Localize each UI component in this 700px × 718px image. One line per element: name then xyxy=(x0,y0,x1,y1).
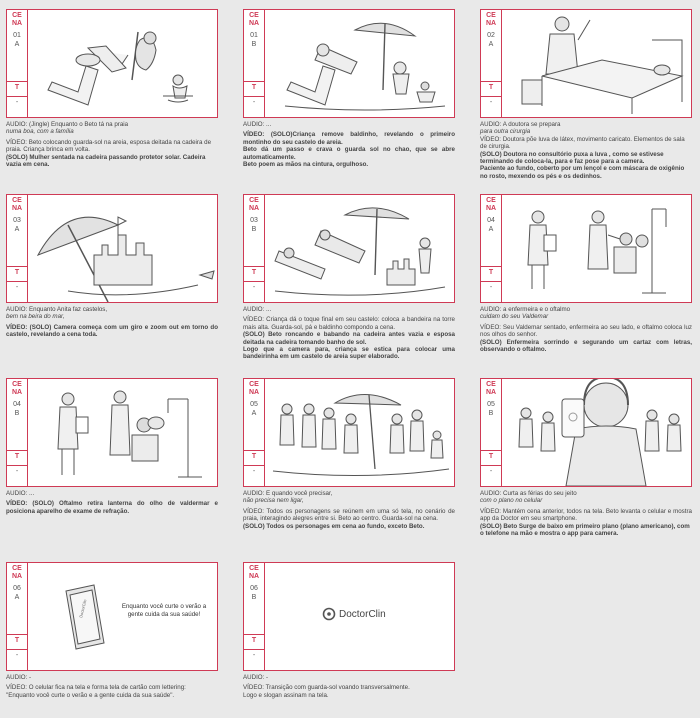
storyboard-frame xyxy=(480,194,692,303)
scene-panel-01b xyxy=(243,9,455,168)
scene-panel-01a xyxy=(6,9,218,168)
solo-line: (SOLO) Enfermeira sorrindo e segurando um cartaz com letras, observando o oftalmo. xyxy=(480,338,692,354)
doctorclin-logo xyxy=(322,607,386,621)
audio-line: AUDIO: Curta as férias do seu jeito xyxy=(480,490,577,497)
scene-letter: A xyxy=(14,226,20,233)
audio-line-2: cuidam do seu Valdemar xyxy=(480,313,549,321)
audio-line: AUDIO: (Jingle) Enquanto o Beto tá na praia xyxy=(6,121,129,128)
scene-letter: A xyxy=(488,41,494,48)
video-text: VÍDEO: (SOLO) Camera começa com um giro e zoom out em torno do castelo, revelando a cena toda. xyxy=(6,323,218,339)
scene-panel-05b xyxy=(480,378,692,537)
audio-line-2: com o plano no celular xyxy=(480,497,543,505)
audio-line: AUDIO: a enfermeira e o oftalmo xyxy=(480,306,571,313)
video-line-2: "Enquanto você curte o verão e a gente cuida da sua saúde". xyxy=(6,691,175,699)
time-label: T xyxy=(14,453,20,460)
scene-letter: B xyxy=(251,594,257,601)
time-label: T xyxy=(488,453,494,460)
doctorclin-logo-icon xyxy=(322,607,336,621)
scene-panel-04a xyxy=(480,194,692,353)
audio-line: AUDIO: A doutora se prepara xyxy=(480,121,561,128)
scene-letter: A xyxy=(488,226,494,233)
time-value: - xyxy=(15,284,19,291)
time-value: - xyxy=(489,99,493,106)
scene-panel-04b xyxy=(6,378,218,515)
cena-label: CE NA xyxy=(11,12,23,27)
video-line xyxy=(6,324,218,339)
cena-label: CE NA xyxy=(248,197,260,212)
time-value: - xyxy=(489,468,493,475)
audio-line-2: não precisa nem ligar, xyxy=(243,497,304,505)
scene-panel-03b xyxy=(243,194,455,361)
solo-line: (SOLO) Todos os personages em cena ao fundo, exceto Beto. xyxy=(243,522,425,530)
audio-line-2: numa boa, com a família xyxy=(6,128,74,136)
family-beach-sketch-illustration xyxy=(265,195,455,302)
scene-label-strip xyxy=(7,10,28,117)
cena-label: CE NA xyxy=(11,381,23,396)
cena-label: CE NA xyxy=(485,12,497,27)
audio-line: AUDIO: - xyxy=(6,674,32,681)
scene-panel-02a xyxy=(480,9,692,180)
video-line: VÍDEO: Criança dá o toque final em seu castelo: coloca a bandeira na torre mais alta. Guarda-sol, pá e baldinho compondo a cena. xyxy=(243,316,455,331)
storyboard-frame xyxy=(480,9,692,118)
cena-label: CE NA xyxy=(485,381,497,396)
scene-label-strip xyxy=(481,195,502,302)
time-label: T xyxy=(14,84,20,91)
audio-line: AUDIO: E quando você precisar, xyxy=(243,490,333,497)
video-line: VÍDEO: (SOLO) Oftalmo retira lanterna do olho de valdermar e posiciona aparelho de exame de refração. xyxy=(6,500,218,515)
cena-label: CE NA xyxy=(485,197,497,212)
time-label: T xyxy=(251,637,257,644)
audio-line: AUDIO: ... xyxy=(243,121,272,128)
video-line: VÍDEO: Todos os personagens se reúnem em uma só tela, no cenário de praia, interagindo alegres entre si. Beto ao centro. Guarda-sol na cena. xyxy=(243,507,455,523)
scene-letter: B xyxy=(488,410,494,417)
action-line-1: Logo que a camera para, criança se estica para colocar uma bandeirinha em um castelo de areia super elaborado. xyxy=(243,346,455,361)
video-line: VÍDEO: (SOLO)Criança remove baldinho, revelando o primeiro montinho do seu castelo de areia. xyxy=(243,131,455,146)
solo-line: (SOLO) Mulher sentada na cadeira passando protetor solar. Cadeira vazia em cena. xyxy=(6,153,206,169)
storyboard-frame xyxy=(243,9,455,118)
video-line: VÍDEO: Doutora põe luva de látex, movimento caricato. Elementos de sala de cirurgia. xyxy=(480,135,685,151)
scene-label-strip xyxy=(7,563,28,670)
audio-line: AUDIO: Enquanto Anita faz castelos, xyxy=(6,306,108,313)
beach-umbrella-sketch-illustration xyxy=(265,10,455,117)
cena-label: CE NA xyxy=(248,12,260,27)
time-label: T xyxy=(251,453,257,460)
video-line: VÍDEO: O celular fica na tela e forma tela de cartão com lettering: xyxy=(6,684,186,692)
eye-exam-sketch-illustration xyxy=(502,195,692,302)
storyboard-frame xyxy=(6,378,218,487)
time-value: - xyxy=(489,284,493,291)
time-label: T xyxy=(251,269,257,276)
scene-letter: A xyxy=(14,41,20,48)
audio-line: AUDIO: ... xyxy=(243,306,272,313)
video-line: VÍDEO: Beto colocando guarda-sol na areia, esposa deitada na cadeira de praia. Criança brinca em volta. xyxy=(6,138,212,154)
scene-label-strip xyxy=(244,195,265,302)
scene-letter: B xyxy=(251,41,257,48)
storyboard-frame xyxy=(6,194,218,303)
cena-label: CE NA xyxy=(248,381,260,396)
scene-panel-05a xyxy=(243,378,455,530)
action-line-1: Beto dá um passo e crava o guarda sol no chao, que se abre automaticamente. xyxy=(243,146,455,161)
solo-line: (SOLO) Beto roncando e babando na cadeira antes vazia e esposa deitada na cadeira tomando banho de sol. xyxy=(243,331,455,346)
scene-letter: B xyxy=(14,410,20,417)
audio-line: AUDIO: ... xyxy=(6,490,35,497)
group-beach-sketch-illustration xyxy=(265,379,455,486)
time-label: T xyxy=(14,269,20,276)
card-lettering: Enquanto você curte o verão a gente cuida da sua saúde! xyxy=(121,603,207,618)
audio-line-2: bem na beira do mar, xyxy=(6,313,65,321)
surgery-room-sketch-illustration xyxy=(502,10,692,117)
beach-sketch-illustration xyxy=(28,10,218,117)
storyboard-frame xyxy=(480,378,692,487)
video-line: VÍDEO: Transição com guarda-sol voando transversalmente. xyxy=(243,684,410,692)
time-label: T xyxy=(14,637,20,644)
scene-number: 05 xyxy=(487,401,495,408)
audio-line-2: para outra cirurgia xyxy=(480,128,531,136)
scene-panel-03a xyxy=(6,194,218,339)
scene-panel-06b xyxy=(243,562,455,699)
solo-line: (SOLO) Beto Surge de baixo em primeiro plano (plano americano), com o telefone na mão e mostra o app para camera. xyxy=(480,522,690,538)
scene-number: 05 xyxy=(250,401,258,408)
scene-number: 03 xyxy=(13,217,21,224)
scene-number: 06 xyxy=(13,585,21,592)
time-label: T xyxy=(251,84,257,91)
time-value: - xyxy=(252,284,256,291)
scene-number: 04 xyxy=(487,217,495,224)
action-line-2: Beto poem as mãos na cintura, orgulhoso. xyxy=(243,161,369,169)
scene-label-strip xyxy=(481,10,502,117)
time-value: - xyxy=(252,652,256,659)
time-value: - xyxy=(252,99,256,106)
time-value: - xyxy=(15,99,19,106)
scene-number: 01 xyxy=(250,32,258,39)
video-line: VÍDEO: Mantém cena anterior, todos na tela. Beto levanta o celular e mostra app da Doctor em seu smartphone. xyxy=(480,507,692,523)
audio-line: AUDIO: - xyxy=(243,674,269,681)
refraction-exam-sketch-illustration xyxy=(28,379,218,486)
time-value: - xyxy=(252,468,256,475)
time-label: T xyxy=(488,269,494,276)
phone-app-label: DoctorClin xyxy=(78,598,88,619)
scene-label-strip xyxy=(7,195,28,302)
scene-panel-06a xyxy=(6,562,218,699)
storyboard-frame xyxy=(243,562,455,671)
time-value: - xyxy=(15,468,19,475)
scene-letter: A xyxy=(14,594,20,601)
sand-castle-sketch-illustration xyxy=(28,195,218,302)
scene-label-strip xyxy=(481,379,502,486)
video-line-2: Logo e slogan assinam na tela. xyxy=(243,691,329,699)
storyboard-frame xyxy=(243,378,455,487)
cena-label: CE NA xyxy=(248,565,260,580)
logo-text: DoctorClin xyxy=(339,608,386,620)
storyboard-frame xyxy=(243,194,455,303)
scene-label-strip xyxy=(244,10,265,117)
scene-number: 01 xyxy=(13,32,21,39)
scene-label-strip xyxy=(244,379,265,486)
cena-label: CE NA xyxy=(11,197,23,212)
scene-label-strip xyxy=(244,563,265,670)
action-line-1: Paciente ao fundo, coberto por um lençol e com máscara de oxigênio no rosto, mexendo os pés e os dedinhos. xyxy=(480,165,685,180)
storyboard-frame xyxy=(6,562,218,671)
scene-number: 03 xyxy=(250,217,258,224)
scene-number: 02 xyxy=(487,32,495,39)
storyboard-frame xyxy=(6,9,218,118)
phone-app-sketch-illustration xyxy=(502,379,692,486)
solo-line: (SOLO) Doutora no consultório puxa a luva , como se estivese terminando de coloca-la, para e faz pose para a camera. xyxy=(480,150,664,166)
scene-letter: A xyxy=(251,410,257,417)
time-label: T xyxy=(488,84,494,91)
scene-number: 06 xyxy=(250,585,258,592)
scene-letter: B xyxy=(251,226,257,233)
video-line: VÍDEO: Seu Valdemar sentado, enfermeira ao seu lado, e oftalmo coloca luz nos olhos do senhor. xyxy=(480,323,692,339)
time-value: - xyxy=(15,652,19,659)
cena-label: CE NA xyxy=(11,565,23,580)
scene-label-strip xyxy=(7,379,28,486)
scene-number: 04 xyxy=(13,401,21,408)
